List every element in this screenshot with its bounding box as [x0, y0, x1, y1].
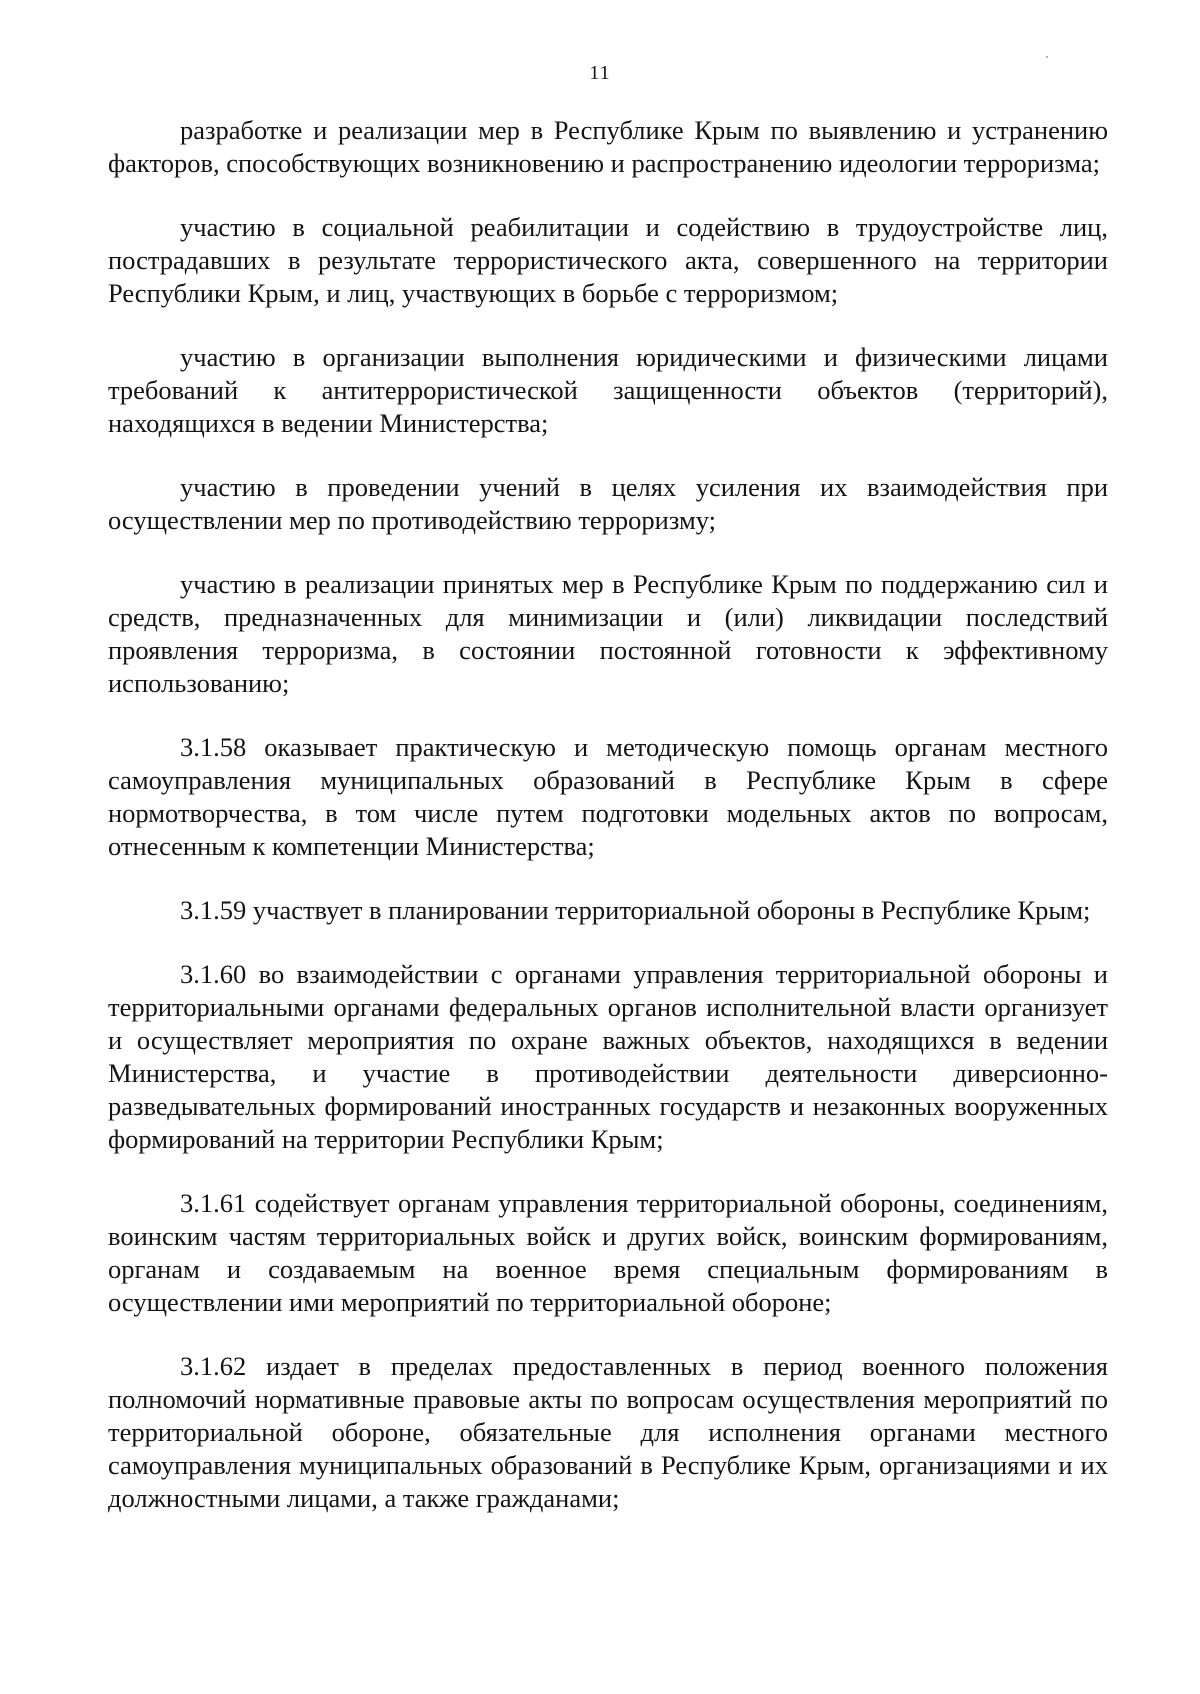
paragraph-antiterror-protection: участию в организации выполнения юридическими и физическими лицами требований к антитеррористической защищенности объектов (территорий), находящихся в ведении Министерства; [108, 342, 1108, 438]
paragraph-3-1-58: 3.1.58 оказывает практическую и методическую помощь органам местного самоуправления муниципальных образований в Республике Крым в сфере нормотворчества, в том числе путем подготовки модельных актов по вопросам, отнесенным к компетенции Министерства; [108, 732, 1108, 861]
paragraph-social-rehabilitation: участию в социальной реабилитации и содействию в трудоустройстве лиц, пострадавших в результате террористического акта, совершенного на территории Республики Крым, и лиц, участвующих в борьбе с терроризмом; [108, 212, 1108, 308]
paragraph-3-1-60: 3.1.60 во взаимодействии с органами управления территориальной обороны и территориальными органами федеральных органов исполнительной власти организует и осуществляет мероприятия по охране важных объектов, находящихся в ведении Министерства, и участие в противодействии деятельности диверсионно-разведывательных формирований иностранных государств и незаконных вооруженных формирований на территории Республики Крым; [108, 959, 1108, 1154]
paragraph-3-1-59: 3.1.59 участвует в планировании территориальной обороны в Республике Крым; [180, 895, 1091, 925]
paragraph-readiness: участию в реализации принятых мер в Республике Крым по поддержанию сил и средств, предназначенных для минимизации и (или) ликвидации последствий проявления терроризма, в состоянии постоянной готовности к эффективному использованию; [108, 569, 1108, 698]
paragraph-3-1-62: 3.1.62 издает в пределах предоставленных в период военного положения полномочий нормативные правовые акты по вопросам осуществления мероприятий по территориальной обороне, обязательные для исполнения органами местного самоуправления муниципальных образований в Республике Крым, организациями и их должностными лицами, а также гражданами; [108, 1351, 1108, 1513]
document-body [108, 114, 1108, 1515]
paragraph-3-1-61: 3.1.61 содействует органам управления территориальной обороны, соединениям, воинским частям территориальных войск и других войск, воинским формированиям, органам и создаваемым на военное время специальным формированиям в осуществлении ими мероприятий по территориальной обороне; [108, 1188, 1108, 1317]
paragraph-ideology-prevention: разработке и реализации мер в Республике Крым по выявлению и устранению факторов, способствующих возникновению и распространению идеологии терроризма; [108, 115, 1108, 178]
scan-speck [1046, 56, 1048, 58]
paragraph-exercises: участию в проведении учений в целях усиления их взаимодействия при осуществлении мер по противодействию терроризму; [108, 472, 1108, 535]
page-number: 11 [589, 62, 611, 84]
